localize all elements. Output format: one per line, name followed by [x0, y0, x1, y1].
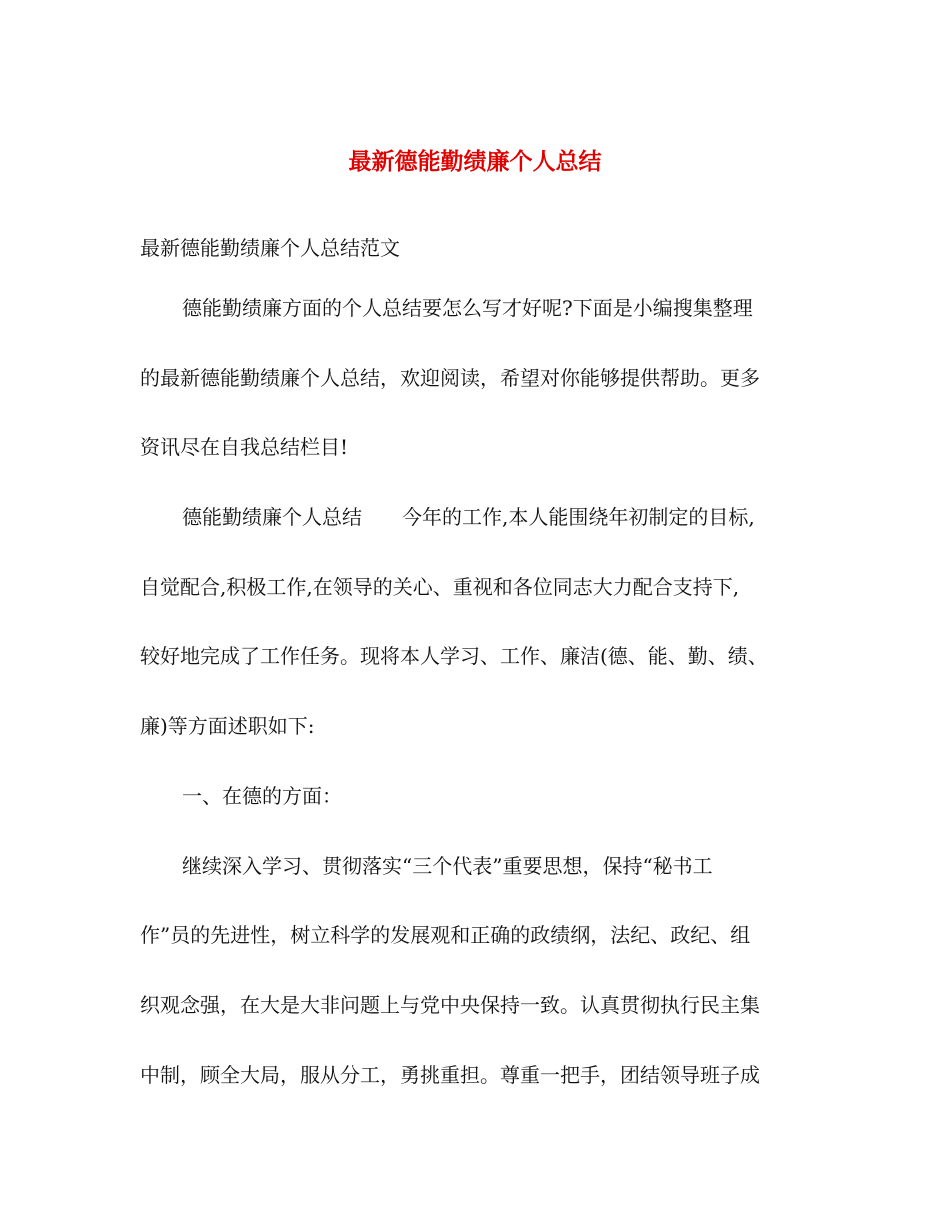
- paragraph-line: 自觉配合,积极工作,在领导的关心、重视和各位同志大力配合支持下,: [140, 574, 740, 599]
- paragraph-line: 廉)等方面述职如下:: [140, 714, 315, 739]
- paragraph-line: 织观念强，在大是大非问题上与党中央保持一致。认真贯彻执行民主集: [140, 992, 760, 1017]
- paragraph-line: 继续深入学习、贯彻落实“三个代表”重要思想，保持“秘书工: [182, 853, 713, 878]
- paragraph-line: 中制，顾全大局，服从分工，勇挑重担。尊重一把手，团结领导班子成: [140, 1062, 760, 1087]
- document-title: 最新德能勤绩廉个人总结: [348, 148, 602, 175]
- document-body: [140, 288, 824, 1124]
- document-subtitle: 最新德能勤绩廉个人总结范文: [140, 236, 400, 260]
- section-heading-inline: 德能勤绩廉个人总结: [182, 505, 362, 530]
- paragraph-line: [140, 497, 824, 567]
- paragraph-line: 德能勤绩廉方面的个人总结要怎么写才好呢?下面是小编搜集整理: [182, 296, 753, 320]
- paragraph-text: 今年的工作,本人能围绕年初制定的目标,: [402, 505, 755, 530]
- paragraph-line: 的最新德能勤绩廉个人总结，欢迎阅读，希望对你能够提供帮助。更多: [140, 365, 760, 390]
- paragraph-line: 较好地完成了工作任务。现将本人学习、工作、廉洁(德、能、勤、绩、: [140, 644, 768, 669]
- paragraph-line: 资讯尽在自我总结栏目!: [140, 435, 349, 460]
- section-heading: 一、在德的方面：: [182, 783, 342, 808]
- paragraph-line: 作”员的先进性，树立科学的发展观和正确的政绩纲，法纪、政纪、组: [140, 923, 751, 948]
